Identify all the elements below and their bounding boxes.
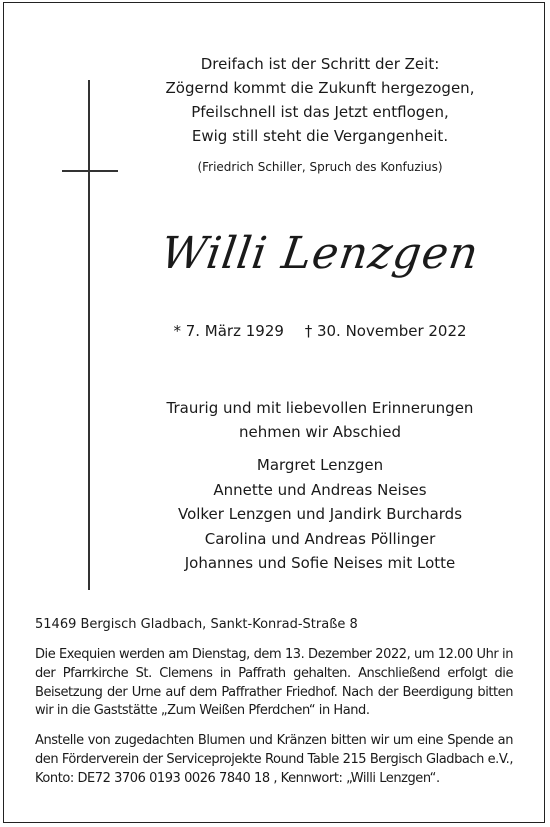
deceased-name: Willi Lenzgen (157, 228, 483, 279)
donation-info: Anstelle von zugedachten Blumen und Kränzen bitten wir um eine Spende an den Förderverein der Serviceprojekte Round Table 215 Bergisch Gladbach e.V., Konto: DE72 3706 0193 0026 7840 18 , Kennwort: „Willi Lenzgen“. (35, 733, 513, 786)
mourning-statement (150, 396, 490, 444)
life-dates (150, 322, 490, 340)
family-member: Carolina und Andreas Pöllinger (204, 529, 436, 548)
poem-line: Zögernd kommt die Zukunft hergezogen, (165, 79, 475, 97)
address: 51469 Bergisch Gladbach, Sankt-Konrad-Straße 8 (35, 617, 358, 632)
poem-source: (Friedrich Schiller, Spruch des Konfuzius) (197, 160, 443, 174)
mourning-line: Traurig und mit liebevollen Erinnerungen (166, 399, 474, 417)
cross-vertical-bar (88, 80, 90, 590)
family-member: Margret Lenzgen (256, 456, 384, 474)
poem (150, 52, 490, 148)
poem-line: Ewig still steht die Vergangenheit. (191, 127, 449, 145)
poem-line: Dreifach ist der Schritt der Zeit: (200, 55, 440, 73)
cross-horizontal-bar (62, 170, 118, 172)
poem-line: Pfeilschnell ist das Jetzt entflogen, (191, 103, 449, 121)
family-member: Volker Lenzgen und Jandirk Burchards (177, 505, 463, 523)
mourning-line: nehmen wir Abschied (239, 423, 401, 441)
birth-date: * 7. März 1929 (173, 322, 284, 340)
funeral-info: Die Exequien werden am Dienstag, dem 13. Dezember 2022, um 12.00 Uhr in der Pfarrkirche St. Clemens in Paffrath gehalten. Anschließend erfolgt die Beisetzung der Urne auf dem Paffrather Friedhof. Nach der Beerdigung bitten wir in die Gaststätte „Zum Weißen Pferdchen“ in Hand. (35, 647, 513, 719)
family-member: Annette und Andreas Neises (213, 480, 427, 499)
death-date: † 30. November 2022 (304, 322, 467, 340)
family-member: Johannes und Sofie Neises mit Lotte (184, 554, 456, 572)
family-list (150, 453, 490, 576)
